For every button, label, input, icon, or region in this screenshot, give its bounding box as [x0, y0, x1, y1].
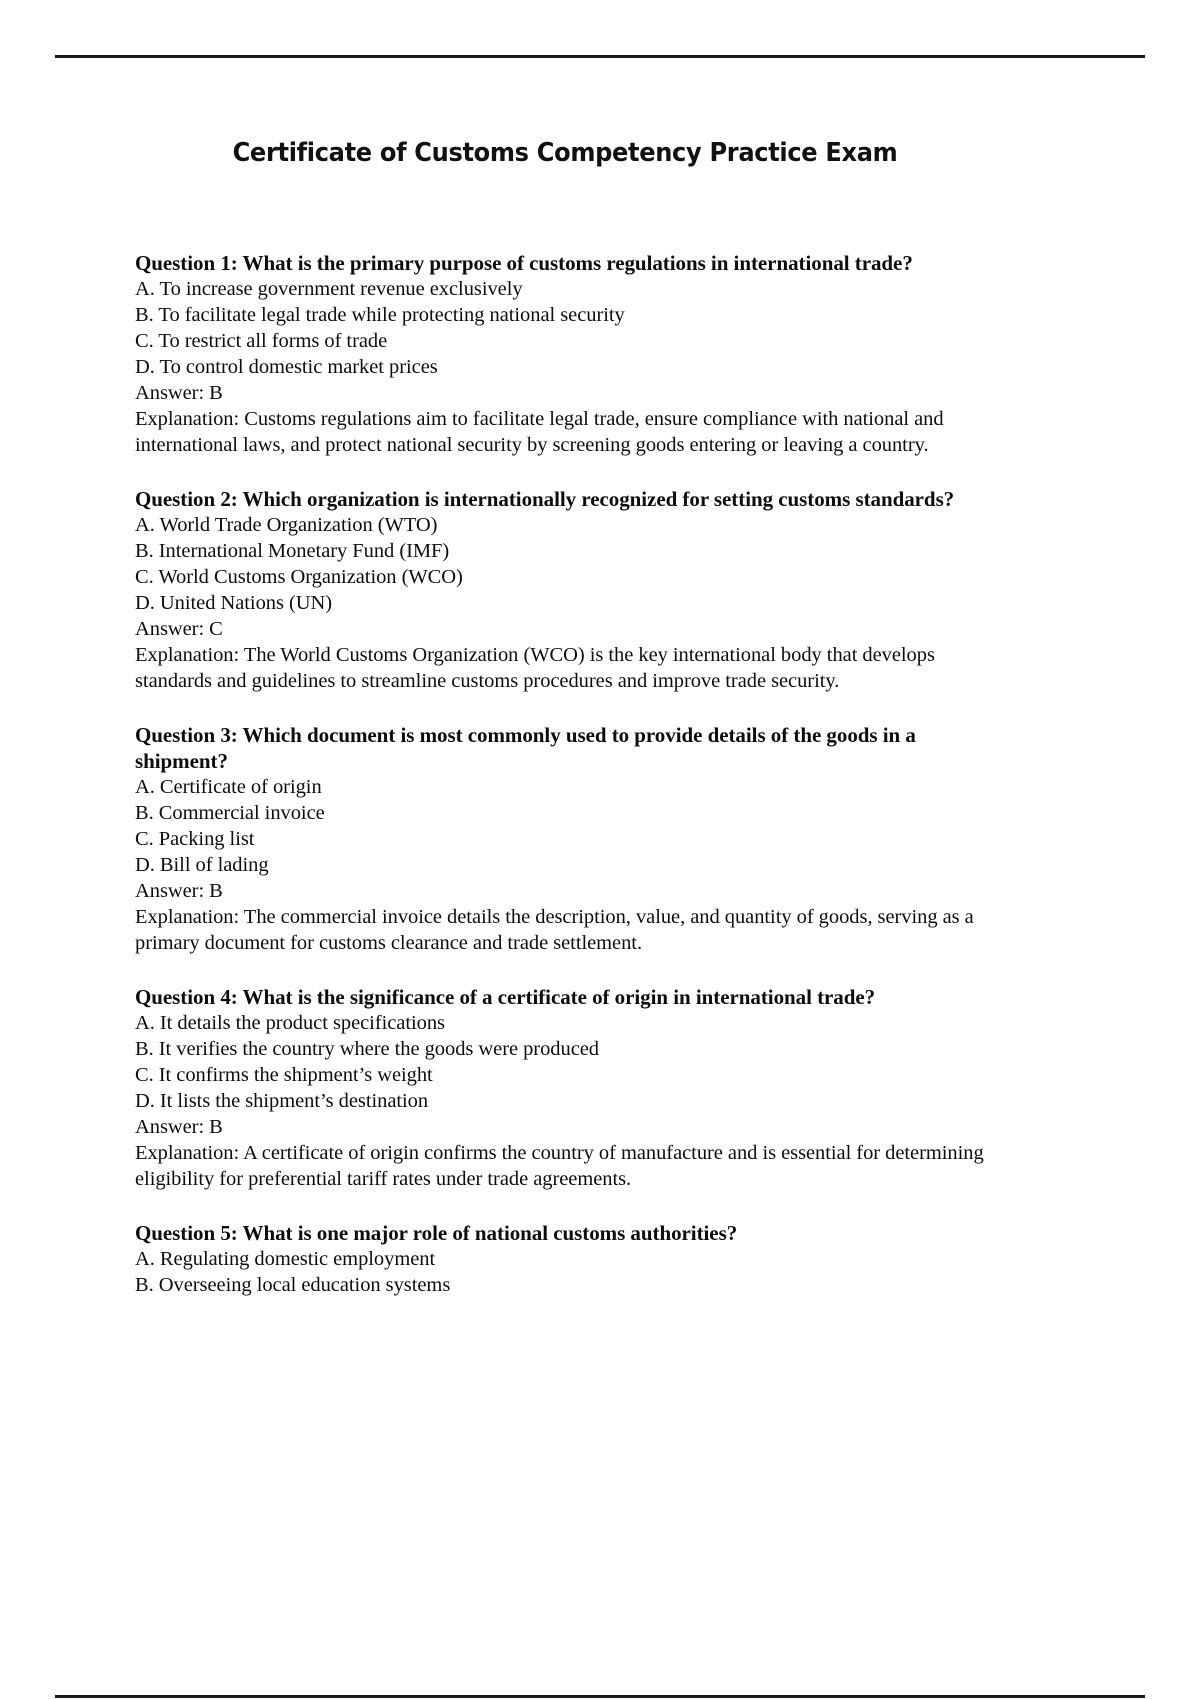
question-block	[135, 722, 995, 956]
answer-option[interactable]: A. To increase government revenue exclusively	[135, 278, 523, 300]
question-block	[135, 1220, 995, 1298]
answer-option[interactable]: B. To facilitate legal trade while protecting national security	[135, 304, 625, 326]
answer-key: Answer: B	[135, 1116, 223, 1138]
question-prompt: Question 2: Which organization is internationally recognized for setting customs standards?	[135, 487, 955, 511]
question-block	[135, 486, 995, 694]
answer-option[interactable]: A. Regulating domestic employment	[135, 1248, 436, 1270]
answer-option[interactable]: A. It details the product specifications	[135, 1012, 445, 1034]
answer-option[interactable]: A. Certificate of origin	[135, 776, 322, 798]
answer-option[interactable]: B. International Monetary Fund (IMF)	[135, 540, 450, 562]
answer-option[interactable]: D. It lists the shipment’s destination	[135, 1090, 429, 1112]
question-prompt: Question 4: What is the significance of a certificate of origin in international trade?	[135, 985, 876, 1009]
question-prompt: Question 3: Which document is most commonly used to provide details of the goods in a shipment?	[135, 723, 916, 773]
answer-option[interactable]: C. Packing list	[135, 828, 255, 850]
question-block	[135, 250, 995, 458]
question-block	[135, 984, 995, 1192]
answer-option[interactable]: A. World Trade Organization (WTO)	[135, 514, 438, 536]
question-list	[135, 168, 995, 1298]
answer-option[interactable]: C. To restrict all forms of trade	[135, 330, 388, 352]
answer-option[interactable]: D. Bill of lading	[135, 854, 269, 876]
answer-option[interactable]: B. Commercial invoice	[135, 802, 325, 824]
answer-option[interactable]: B. Overseeing local education systems	[135, 1274, 451, 1296]
answer-option[interactable]: D. United Nations (UN)	[135, 592, 333, 614]
answer-option[interactable]: C. It confirms the shipment’s weight	[135, 1064, 433, 1086]
answer-explanation: Explanation: Customs regulations aim to facilitate legal trade, ensure compliance with national and international laws, and protect national security by screening goods entering or leaving a country.	[135, 408, 944, 456]
question-prompt: Question 1: What is the primary purpose of customs regulations in international trade?	[135, 251, 913, 275]
page-bottom-rule	[55, 1695, 1145, 1698]
answer-key: Answer: B	[135, 382, 223, 404]
answer-option[interactable]: B. It verifies the country where the goods were produced	[135, 1038, 599, 1060]
question-prompt: Question 5: What is one major role of national customs authorities?	[135, 1221, 738, 1245]
answer-key: Answer: C	[135, 618, 223, 640]
page-content	[135, 0, 995, 1298]
page-title: Certificate of Customs Competency Practice Exam	[232, 138, 898, 168]
answer-explanation: Explanation: The commercial invoice details the description, value, and quantity of goods, serving as a primary document for customs clearance and trade settlement.	[135, 906, 974, 954]
answer-explanation: Explanation: The World Customs Organization (WCO) is the key international body that develops standards and guidelines to streamline customs procedures and improve trade security.	[135, 644, 935, 692]
answer-option[interactable]: C. World Customs Organization (WCO)	[135, 566, 463, 588]
answer-explanation: Explanation: A certificate of origin confirms the country of manufacture and is essential for determining eligibility for preferential tariff rates under trade agreements.	[135, 1142, 984, 1190]
answer-option[interactable]: D. To control domestic market prices	[135, 356, 438, 378]
answer-key: Answer: B	[135, 880, 223, 902]
